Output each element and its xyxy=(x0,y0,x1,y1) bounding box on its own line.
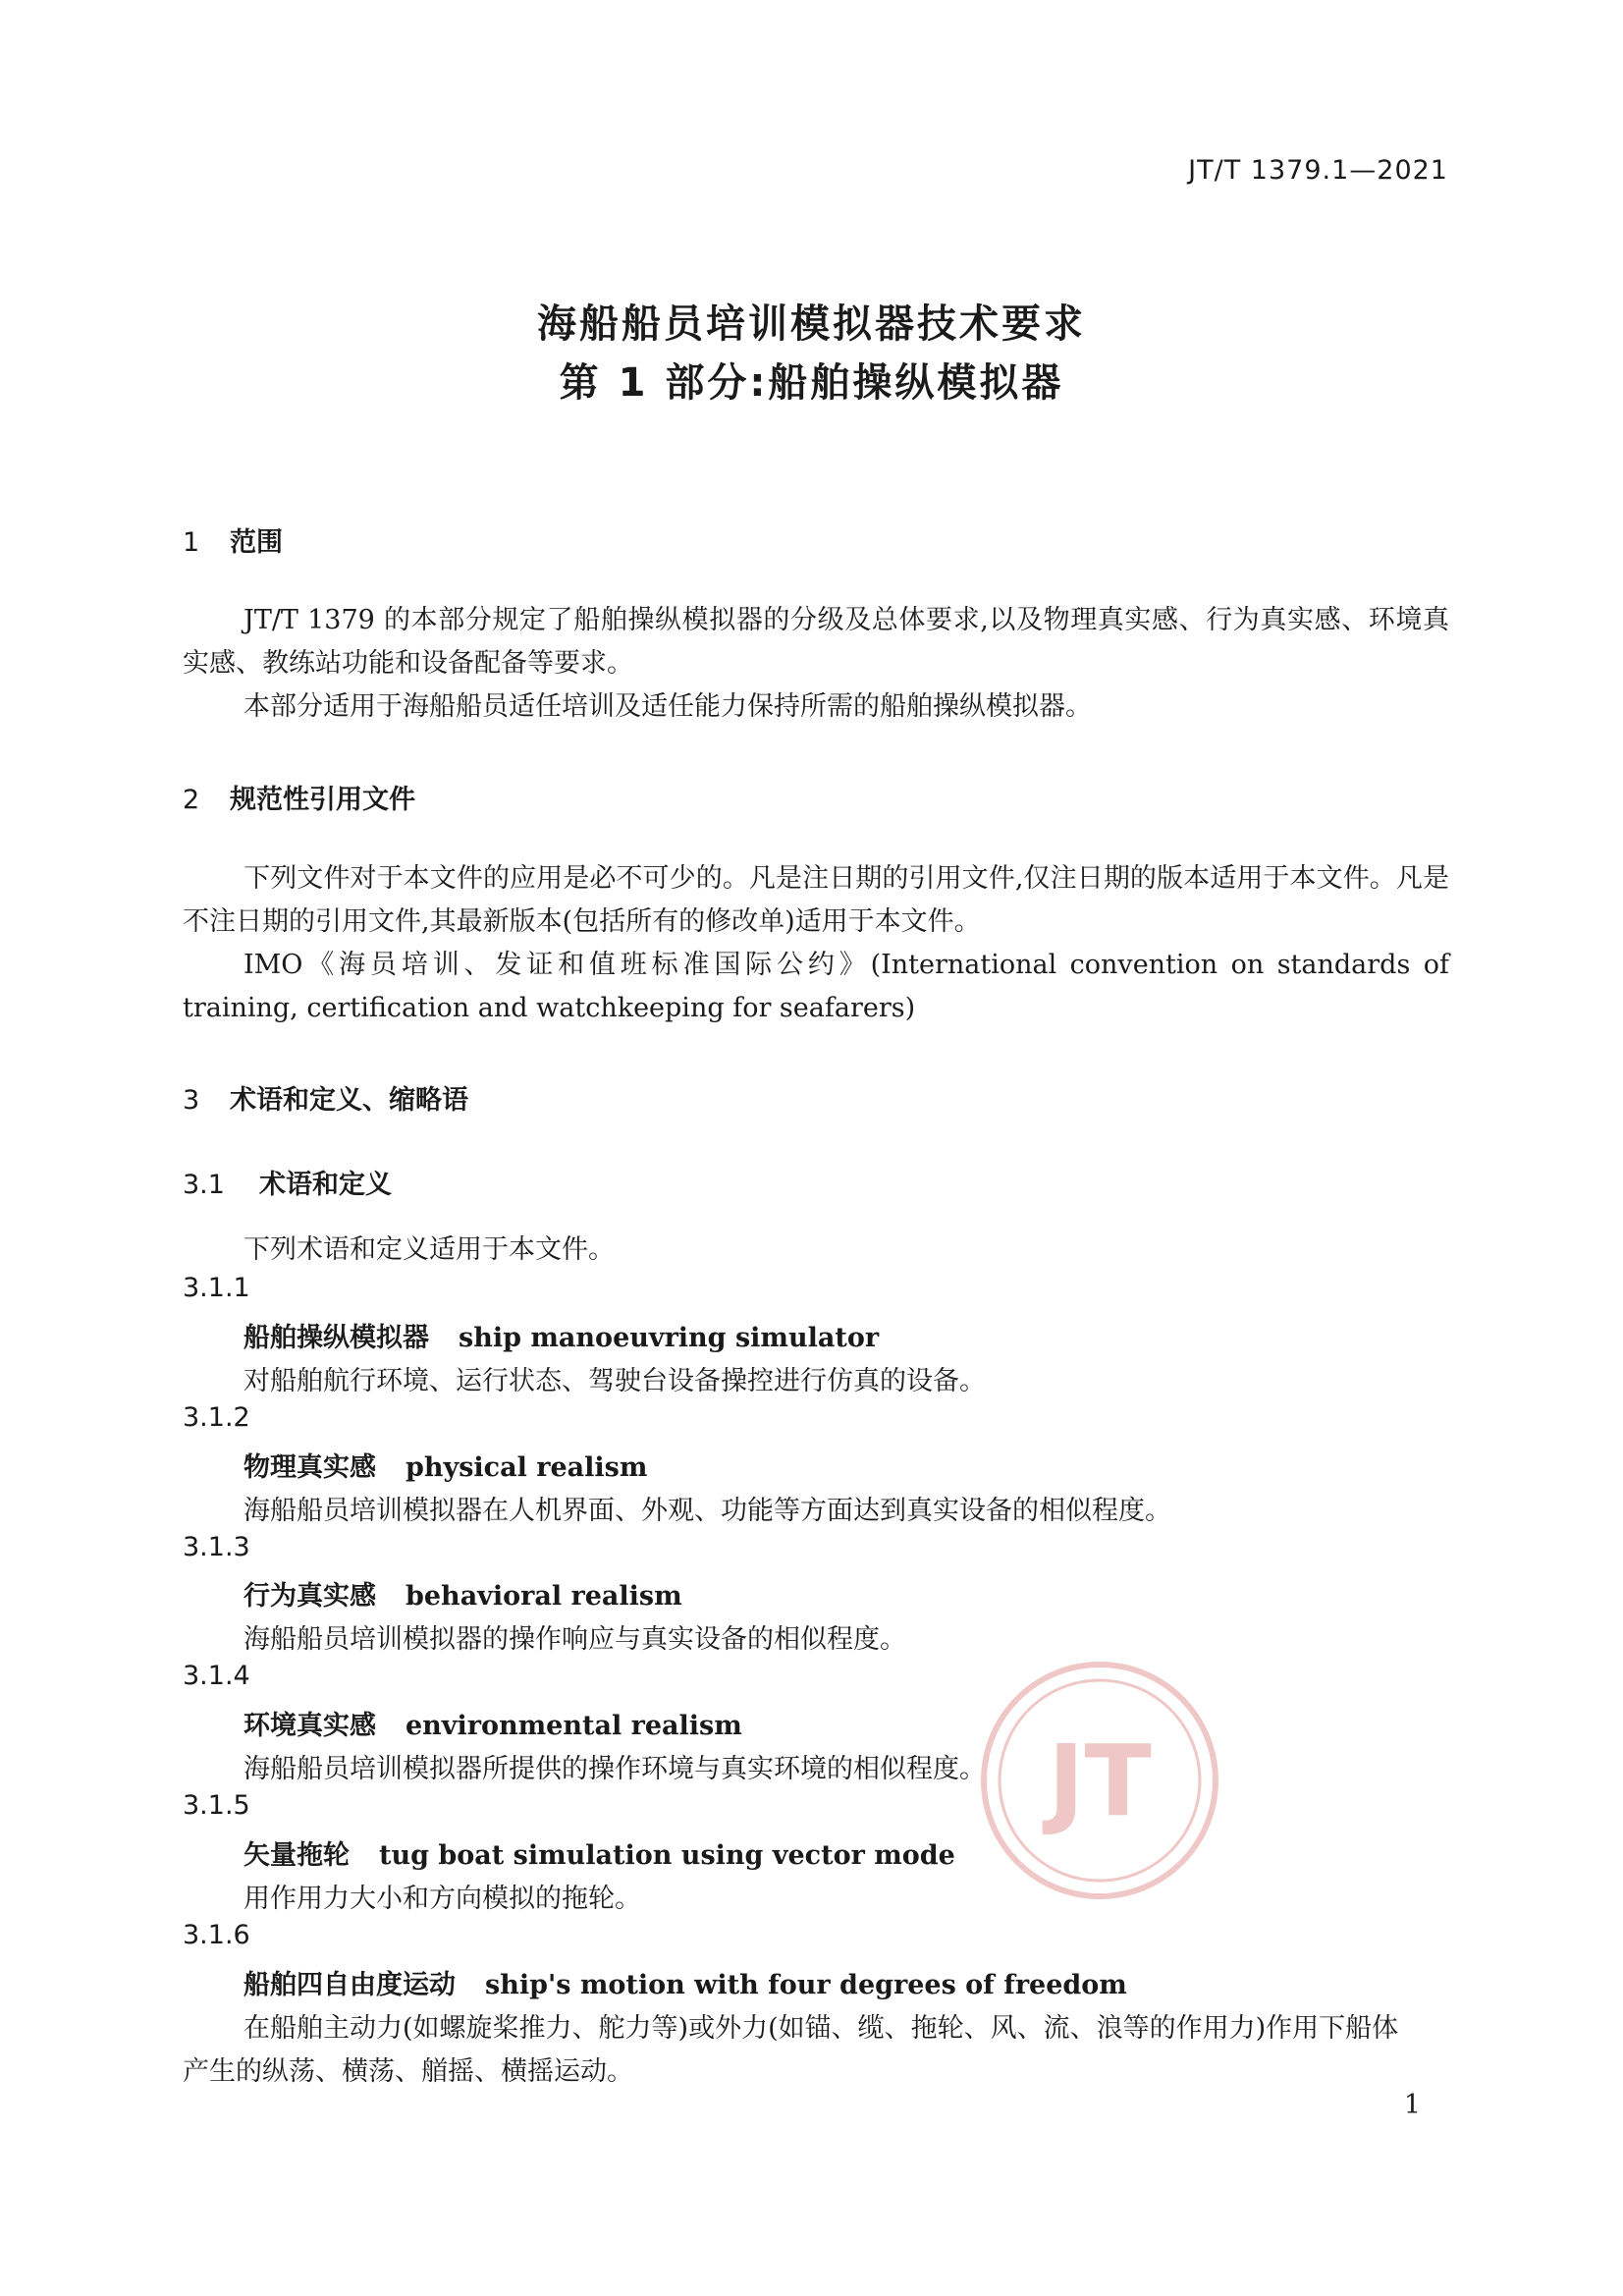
section-3-heading xyxy=(183,1078,468,1117)
term-number: 3.1.5 xyxy=(183,1790,250,1821)
section-2-heading xyxy=(183,778,415,816)
term-en: ship's motion with four degrees of freedom xyxy=(485,1970,1127,2000)
term-definition: 用作用力大小和方向模拟的拖轮。 xyxy=(243,1884,641,1914)
term-name xyxy=(243,1574,682,1613)
section-title: 规范性引用文件 xyxy=(230,785,415,815)
term-cn: 矢量拖轮 xyxy=(243,1840,350,1871)
section-number: 3.1 xyxy=(183,1170,225,1200)
stamp-text: JT xyxy=(1048,1723,1152,1838)
section-2-paragraph-1 xyxy=(183,857,1449,944)
document-title-line2: 第 1 部分:船舶操纵模拟器 xyxy=(559,360,1064,406)
term-number: 3.1.1 xyxy=(183,1273,250,1303)
term-en: ship manoeuvring simulator xyxy=(459,1323,880,1353)
term-number: 3.1.2 xyxy=(183,1402,250,1433)
standard-code: JT/T 1379.1—2021 xyxy=(1188,155,1448,186)
term-name xyxy=(243,1316,879,1354)
jt-stamp-logo xyxy=(977,1658,1222,1903)
term-name xyxy=(243,1833,955,1872)
document-title-line1: 海船船员培训模拟器技术要求 xyxy=(537,301,1086,347)
term-number: 3.1.3 xyxy=(183,1532,250,1562)
term-en: physical realism xyxy=(406,1452,648,1483)
term-cn: 船舶四自由度运动 xyxy=(243,1970,456,2000)
term-name xyxy=(243,1963,1127,2001)
term-name xyxy=(243,1446,647,1484)
paragraph-text: 下列文件对于本文件的应用是必不可少的。凡是注日期的引用文件,仅注日期的版本适用于本文件。凡是不注日期的引用文件,其最新版本(包括所有的修改单)适用于本文件。 xyxy=(183,863,1449,937)
term-definition: 在船舶主动力(如螺旋桨推力、舵力等)或外力(如锚、缆、拖轮、风、流、浪等的作用力)作用下船体 xyxy=(243,2013,1399,2044)
section-number: 1 xyxy=(183,527,200,558)
section-number: 3 xyxy=(183,1085,200,1116)
paragraph-text: 本部分适用于海船船员适任培训及适任能力保持所需的船舶操纵模拟器。 xyxy=(243,691,1092,722)
section-1-heading xyxy=(183,520,283,559)
section-title: 术语和定义 xyxy=(259,1170,392,1200)
section-title: 范围 xyxy=(230,527,283,558)
term-definition: 海船船员培训模拟器在人机界面、外观、功能等方面达到真实设备的相似程度。 xyxy=(243,1496,1171,1526)
page-number: 1 xyxy=(1403,2090,1421,2120)
term-en: environmental realism xyxy=(406,1711,742,1741)
term-definition: 海船船员培训模拟器的操作响应与真实设备的相似程度。 xyxy=(243,1624,906,1655)
section-3-1-heading xyxy=(183,1163,392,1201)
term-number: 3.1.6 xyxy=(183,1920,250,1950)
term-number: 3.1.4 xyxy=(183,1661,250,1691)
paragraph-text: JT/T 1379 的本部分规定了船舶操纵模拟器的分级及总体要求,以及物理真实感、行为真实感、环境真实感、教练站功能和设备配备等要求。 xyxy=(183,605,1449,679)
term-cn: 环境真实感 xyxy=(243,1711,376,1741)
term-definition: 海船船员培训模拟器所提供的操作环境与真实环境的相似程度。 xyxy=(243,1754,986,1784)
section-2-paragraph-2 xyxy=(183,944,1449,1030)
term-name xyxy=(243,1704,742,1742)
section-1-paragraph-2 xyxy=(183,685,1449,729)
term-definition-continued: 产生的纵荡、横荡、艏摇、横摇运动。 xyxy=(183,2056,633,2087)
term-definition: 对船舶航行环境、运行状态、驾驶台设备操控进行仿真的设备。 xyxy=(243,1366,986,1396)
section-title: 术语和定义、缩略语 xyxy=(230,1085,468,1116)
term-cn: 船舶操纵模拟器 xyxy=(243,1323,429,1353)
section-1-paragraph-1 xyxy=(183,599,1449,685)
term-en: behavioral realism xyxy=(406,1581,682,1612)
section-3-1-intro: 下列术语和定义适用于本文件。 xyxy=(243,1234,615,1265)
paragraph-text: IMO《海员培训、发证和值班标准国际公约》(International convention on standards of training, certification and watchkeeping for seafarers) xyxy=(183,950,1449,1023)
term-en: tug boat simulation using vector mode xyxy=(379,1840,955,1871)
term-cn: 行为真实感 xyxy=(243,1581,376,1612)
section-number: 2 xyxy=(183,785,200,815)
term-cn: 物理真实感 xyxy=(243,1452,376,1483)
